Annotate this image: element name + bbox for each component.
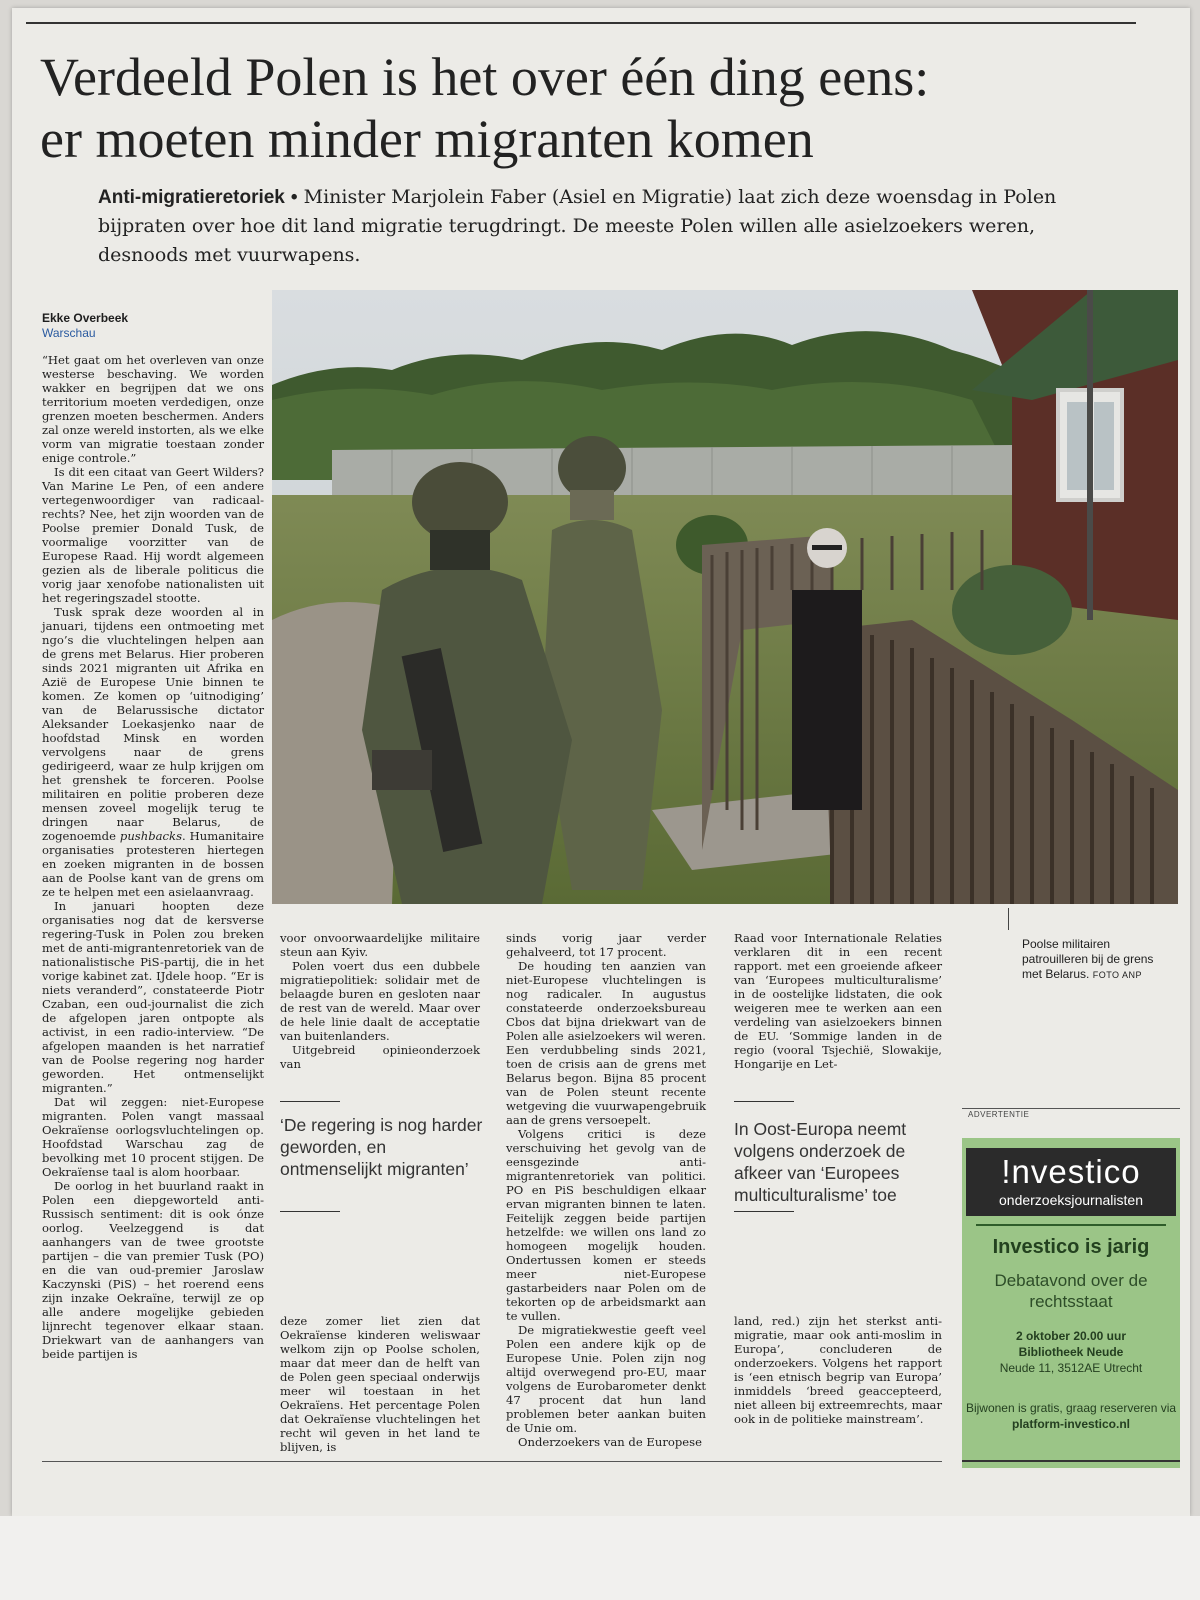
- paragraph: Onderzoekers van de Europese: [518, 1435, 702, 1449]
- advert-tagline: onderzoeksjournalisten: [999, 1192, 1143, 1208]
- article-column-2-top: [280, 931, 480, 1071]
- article-column-4-bottom: [734, 1314, 942, 1426]
- advert-event-details: [962, 1328, 1180, 1376]
- quote-rule-top-2: [734, 1101, 794, 1102]
- article-column-4-top: [734, 931, 942, 1071]
- quote-rule-bottom: [280, 1211, 340, 1212]
- investico-logo: !nvestico: [1001, 1153, 1141, 1190]
- advert-divider: [976, 1224, 1166, 1226]
- byline: [42, 311, 128, 341]
- lead-text: Minister Marjolein Faber (Asiel en Migratie) laat zich deze woensdag in Polen bijpraten over hoe dit land migratie terugdringt. De meeste Polen willen alle asielzoekers weren, desnoods met vuurwapens.: [98, 186, 1057, 266]
- paragraph: Uitgebreid opinieonderzoek van: [280, 1043, 480, 1071]
- article-column-1: [42, 353, 264, 1361]
- advert-address: Neude 11, 3512AE Utrecht: [999, 1361, 1143, 1375]
- text-run: . Humanitaire organisaties protesteren hiertegen en zoeken migranten in de bossen aan de Poolse kant van de grens om ze te helpen met een asielaanvraag.: [42, 829, 265, 899]
- paragraph: De oorlog in het buurland raakt in Polen een diepgeworteld anti-Russisch sentiment: dit is ook ónze oorlog. Veelzeggend is dat aanhangers van de twee grootste partijen – die van premier Tusk (PO) en die van oud-premier Jaroslaw Kaczynski (PiS) – het roerend eens zijn inzake Oekraïne, terwijl ze op alle andere mogelijke gebieden lijnrecht tegenover elkaar staan. Driekwart van de aanhangers van beide partijen is: [42, 1179, 264, 1361]
- paragraph: Raad voor Internationale Relaties verklaren dit in een recent rapport. met een groeiende afkeer van ‘Europees multiculturalisme’ in de oostelijke lidstaten, die ook weigeren mee te werken aan een verdeling van asielzoekers binnen de EU. ‘Sommige landen in de regio (vooral Tsjechië, Slowakije, Hongarije en Let-: [734, 931, 942, 1071]
- headline-line-2: er moeten minder migranten komen: [40, 109, 814, 169]
- advert-signup: [962, 1400, 1180, 1432]
- paragraph: In januari hoopten deze organisaties nog dat de kersverse regering-Tusk in Polen zou breken met de anti-migrantenretoriek van de nationalistische PiS-partij, die in het vorige kabinet zat. IJdele hoop. “Er is niets veranderd”, constateerde Piotr Czaban, een oud-journalist die zich de afgelopen jaren ontpopte als activist, in een radio-interview. “De afgelopen maanden is het narratief van de Poolse regering nog harder geworden. Het ontmenselijkt migranten.”: [42, 899, 264, 1095]
- photo-soldiers-border: [272, 290, 1178, 904]
- advert-subtitle: Debatavond over de rechtsstaat: [994, 1271, 1148, 1311]
- paragraph: De houding ten aanzien van niet-Europese vluchtelingen is nog radicaler. In augustus constateerde onderzoeksbureau Cbos dat bijna driekwart van de Polen alle asielzoekers wil weren. Een verdubbeling sinds 2021, toen de crisis aan de grens met Belarus begon. Bijna 85 procent van de Polen steunt recente wetgeving die vuurwapengebruik aan de grens versoepelt.: [506, 959, 706, 1127]
- paragraph: Dat wil zeggen: niet-Europese migranten. Polen vangt massaal Oekraïense oorlogsvluchtelingen op. Hoofdstad Warschau zag de bevolking met 10 procent stijgen. De Oekraïense taal is alom hoorbaar.: [42, 1095, 264, 1179]
- italic-term: pushbacks: [119, 829, 183, 843]
- headline: [40, 46, 1160, 170]
- article-column-3: [506, 931, 706, 1449]
- investico-advert: [962, 1138, 1180, 1468]
- headline-line-1: Verdeeld Polen is het over één ding eens:: [40, 47, 930, 107]
- photo-credit: FOTO ANP: [1092, 970, 1143, 980]
- byline-location: Warschau: [42, 326, 96, 340]
- paragraph: Volgens critici is deze verschuiving het gevolg van de eensgezinde anti-migrantenretoriek van politici. PO en PiS beschuldigen elkaar ervan migranten binnen te laten. Feitelijk zeggen beide partijen hetzelfde: we willen ons land zo homogeen mogelijk houden. Ondertussen komen er steeds meer niet-Europese gastarbeiders naar Polen om de tekorten op de arbeidsmarkt aan te vullen.: [506, 1127, 706, 1323]
- newspaper-page: [12, 8, 1190, 1516]
- advert-url[interactable]: platform-investico.nl: [1011, 1417, 1130, 1431]
- paragraph: Is dit een citaat van Geert Wilders? Van Marine Le Pen, of een andere vertegenwoordiger van radicaal-rechts? Nee, het zijn woorden van de Poolse premier Donald Tusk, de voormalige voorzitter van de Europese Raad. Hij wordt algemeen gezien als de liberale politicus die vorig jaar xenofobe nationalisten uit het regeringszadel stootte.: [42, 465, 264, 605]
- advert-title: Investico is jarig: [992, 1236, 1150, 1258]
- pull-quote-1: ‘De regering is nog harder geworden, en ontmenselijkt migranten’: [280, 1115, 483, 1179]
- quote-rule-bottom-2: [734, 1211, 794, 1212]
- paragraph: land, red.) zijn het sterkst anti-migratie, maar ook anti-moslim in Europa’, concluderen de onderzoekers. Volgens het rapport is ‘een etnisch begrip van Europa’ inmiddels ‘breed geaccepteerd, niet alleen bij extreemrechts, maar ook in de politieke mainstream’.: [734, 1314, 942, 1426]
- byline-author: Ekke Overbeek: [42, 311, 129, 325]
- advert-banner: [966, 1148, 1176, 1216]
- paragraph: De migratiekwestie geeft veel Polen een andere kijk op de Europese Unie. Polen zijn nog altijd overwegend pro-EU, maar volgens de Eurobarometer denkt 47 procent dat hun land problemen beter aankan buiten de Unie om.: [506, 1323, 706, 1435]
- advert-label: ADVERTENTIE: [968, 1110, 1030, 1119]
- article-photo: [272, 290, 1178, 904]
- paragraph: [42, 605, 264, 899]
- advert-bottom-rule: [962, 1460, 1180, 1462]
- paragraph: “Het gaat om het overleven van onze westerse beschaving. We worden wakker en begrijpen dat we ons territorium moeten verdedigen, onze grenzen moeten beschermen. Anders zal onze wereld instorten, als we elke vorm van migratie toestaan zonder enige controle.”: [42, 353, 264, 465]
- photo-caption: [1022, 937, 1172, 983]
- lead-paragraph: [98, 183, 1098, 270]
- pull-quote-2: In Oost-Europa neemt volgens onderzoek de afkeer van ‘Europees multiculturalisme’ toe: [734, 1119, 907, 1205]
- lead-separator: •: [290, 187, 298, 208]
- table-surface: [0, 1516, 1200, 1600]
- advert-note: Bijwonen is gratis, graag reserveren via: [965, 1401, 1177, 1415]
- paragraph: Polen voert dus een dubbele migratiepolitiek: solidair met de belaagde buren en gesloten naar de rest van de wereld. Maar over de hele linie daalt de acceptatie van buitenlanders.: [280, 959, 480, 1043]
- paragraph: deze zomer liet zien dat Oekraïense kinderen weliswaar welkom zijn op Poolse scholen, maar dat meer dan de helft van de Polen geen speciaal onderwijs meer wil toestaan in het Oekraïens. Het percentage Polen dat Oekraïense vluchtelingen het recht wil geven in het land te blijven, is: [280, 1314, 480, 1454]
- top-rule: [26, 22, 1136, 24]
- text-run: Tusk sprak deze woorden al in januari, tijdens een ontmoeting met ngo’s die vluchtelingen helpen aan de grens met Belarus. Hier proberen sinds 2021 migranten uit Afrika en Azië de Europese Unie binnen te komen. Ze komen op ‘uitnodiging’ van de Belarussische dictator Aleksander Loekasjenko naar de hoofdstad Minsk en worden vervolgens naar de grens gedirigeerd, waar ze hulp krijgen om het grenshek te forceren. Poolse militairen en politie proberen deze mensen zoveel mogelijk terug te dringen naar Belarus, de zogenoemde: [42, 605, 264, 843]
- paragraph: voor onvoorwaardelijke militaire steun aan Kyiv.: [280, 931, 480, 959]
- article-column-2-bottom: [280, 1314, 480, 1454]
- advert-venue: Bibliotheek Neude: [1018, 1345, 1124, 1359]
- advert-date: 2 oktober 20.00 uur: [1015, 1329, 1127, 1343]
- lead-kicker: Anti-migratieretoriek: [98, 187, 285, 208]
- advert-rule: [962, 1108, 1180, 1109]
- caption-rule: [1008, 908, 1009, 930]
- quote-rule-top: [280, 1101, 340, 1102]
- caption-text: Poolse militairen patrouilleren bij de grens met Belarus.: [1022, 937, 1154, 981]
- paragraph: sinds vorig jaar verder gehalveerd, tot 17 procent.: [506, 931, 706, 959]
- bottom-rule: [42, 1461, 942, 1462]
